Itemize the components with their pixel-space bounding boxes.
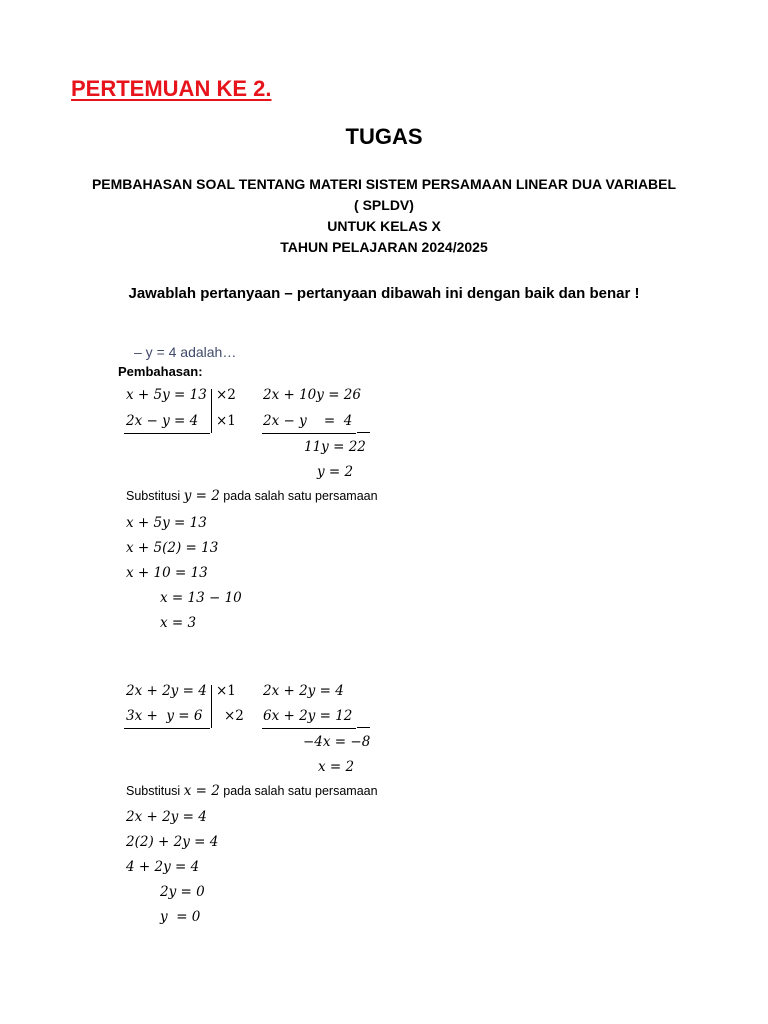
p1-subst-text: Substitusi [126, 489, 181, 503]
subtitle-line-3: UNTUK KELAS X [327, 218, 441, 234]
subtitle-line-2: ( SPLDV) [354, 197, 414, 213]
p2-step-2: 2(2) + 2y = 4 [126, 834, 219, 850]
p2-result: x = 2 [318, 759, 355, 775]
p2-substitution-line [126, 783, 378, 799]
meeting-title: PERTEMUAN KE 2. [71, 76, 272, 101]
p2-sum: −4x = −8 [303, 734, 371, 750]
p2-step-1: 2x + 2y = 4 [126, 809, 207, 825]
question-fragment: – y = 4 adalah… [134, 344, 237, 360]
p1-result: y = 2 [317, 464, 354, 480]
p1-step-4: x = 13 − 10 [160, 590, 242, 606]
p1-subtract-sign [357, 432, 370, 433]
p1-step-1: x + 5y = 13 [126, 515, 207, 531]
p2-underline-right [262, 728, 356, 729]
discussion-label: Pembahasan: [118, 364, 203, 379]
p2-equation-2: 3x + y = 6 [126, 708, 203, 724]
p1-subst-value: y = 2 [183, 488, 220, 504]
p2-multiplier-2: ×2 [224, 708, 244, 724]
p2-step-5: y = 0 [160, 909, 201, 925]
subtitle-line-1: PEMBAHASAN SOAL TENTANG MATERI SISTEM PERSAMAAN LINEAR DUA VARIABEL [91, 176, 677, 192]
p2-equation-1: 2x + 2y = 4 [126, 683, 207, 699]
p1-step-3: x + 10 = 13 [126, 565, 208, 581]
p2-subst-text: Substitusi [126, 784, 181, 798]
p1-divider-bar [211, 389, 212, 433]
p2-divider-bar [211, 685, 212, 728]
p2-step-3: 4 + 2y = 4 [126, 859, 200, 875]
p1-substitution-line [126, 488, 378, 504]
subtitle-line-4: TAHUN PELAJARAN 2024/2025 [280, 239, 488, 255]
p1-equation-2: 2x − y = 4 [126, 413, 199, 429]
p1-step-2: x + 5(2) = 13 [126, 540, 219, 556]
p2-step-4: 2y = 0 [160, 884, 205, 900]
p1-multiplier-1: ×2 [216, 387, 236, 403]
p1-subst-rest: pada salah satu persamaan [223, 489, 378, 503]
p1-underline-left [124, 433, 210, 434]
p2-result-1: 2x + 2y = 4 [263, 683, 344, 699]
p2-subtract-sign [357, 727, 370, 728]
p1-underline-right [262, 433, 356, 434]
p2-subst-rest: pada salah satu persamaan [223, 784, 378, 798]
p1-multiplier-2: ×1 [216, 413, 236, 429]
p2-multiplier-1: ×1 [216, 683, 236, 699]
page-title: TUGAS [345, 124, 423, 149]
p1-result-2: 2x − y = 4 [263, 413, 353, 429]
p1-result-1: 2x + 10y = 26 [263, 387, 361, 403]
instruction-text: Jawablah pertanyaan – pertanyaan dibawah ini dengan baik dan benar ! [128, 285, 640, 302]
p1-equation-1: x + 5y = 13 [126, 387, 207, 403]
p2-result-2: 6x + 2y = 12 [263, 708, 353, 724]
p1-step-5: x = 3 [160, 615, 197, 631]
p1-sum: 11y = 22 [304, 439, 366, 455]
p2-underline-left [124, 728, 210, 729]
p2-subst-value: x = 2 [183, 783, 220, 799]
